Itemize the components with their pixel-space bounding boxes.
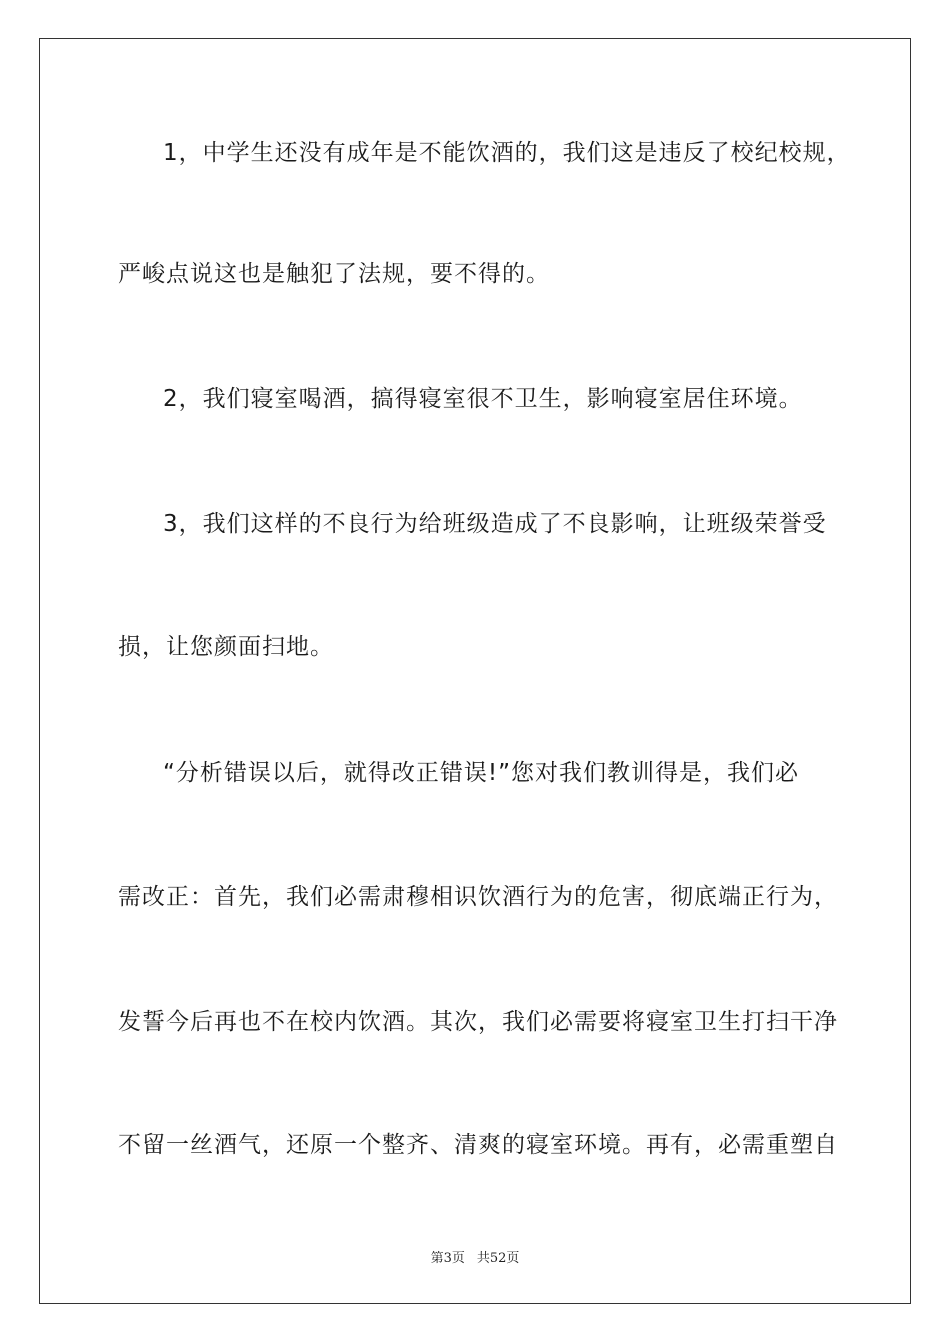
page-number: 第3页 bbox=[430, 1251, 465, 1266]
paragraph-line-8: 发誓今后再也不在校内饮酒。其次，我们必需要将寝室卫生打扫干净 bbox=[118, 1009, 838, 1035]
paragraph-line-3: 2，我们寝室喝酒，搞得寝室很不卫生，影响寝室居住环境。 bbox=[163, 386, 803, 412]
paragraph-line-4: 3，我们这样的不良行为给班级造成了不良影响，让班级荣誉受 bbox=[163, 511, 827, 537]
page-total: 共52页 bbox=[476, 1251, 520, 1266]
paragraph-line-1: 1，中学生还没有成年是不能饮酒的，我们这是违反了校纪校规， bbox=[163, 140, 851, 166]
paragraph-line-7: 需改正：首先，我们必需肃穆相识饮酒行为的危害，彻底端正行为， bbox=[118, 884, 838, 910]
page-footer bbox=[0, 1247, 950, 1266]
paragraph-line-9: 不留一丝酒气，还原一个整齐、清爽的寝室环境。再有，必需重塑自 bbox=[118, 1132, 838, 1158]
page-border bbox=[39, 38, 911, 1304]
paragraph-line-2: 严峻点说这也是触犯了法规，要不得的。 bbox=[118, 261, 550, 287]
paragraph-line-6: “分析错误以后，就得改正错误!”您对我们教训得是，我们必 bbox=[163, 760, 800, 786]
paragraph-line-5: 损，让您颜面扫地。 bbox=[118, 634, 334, 660]
